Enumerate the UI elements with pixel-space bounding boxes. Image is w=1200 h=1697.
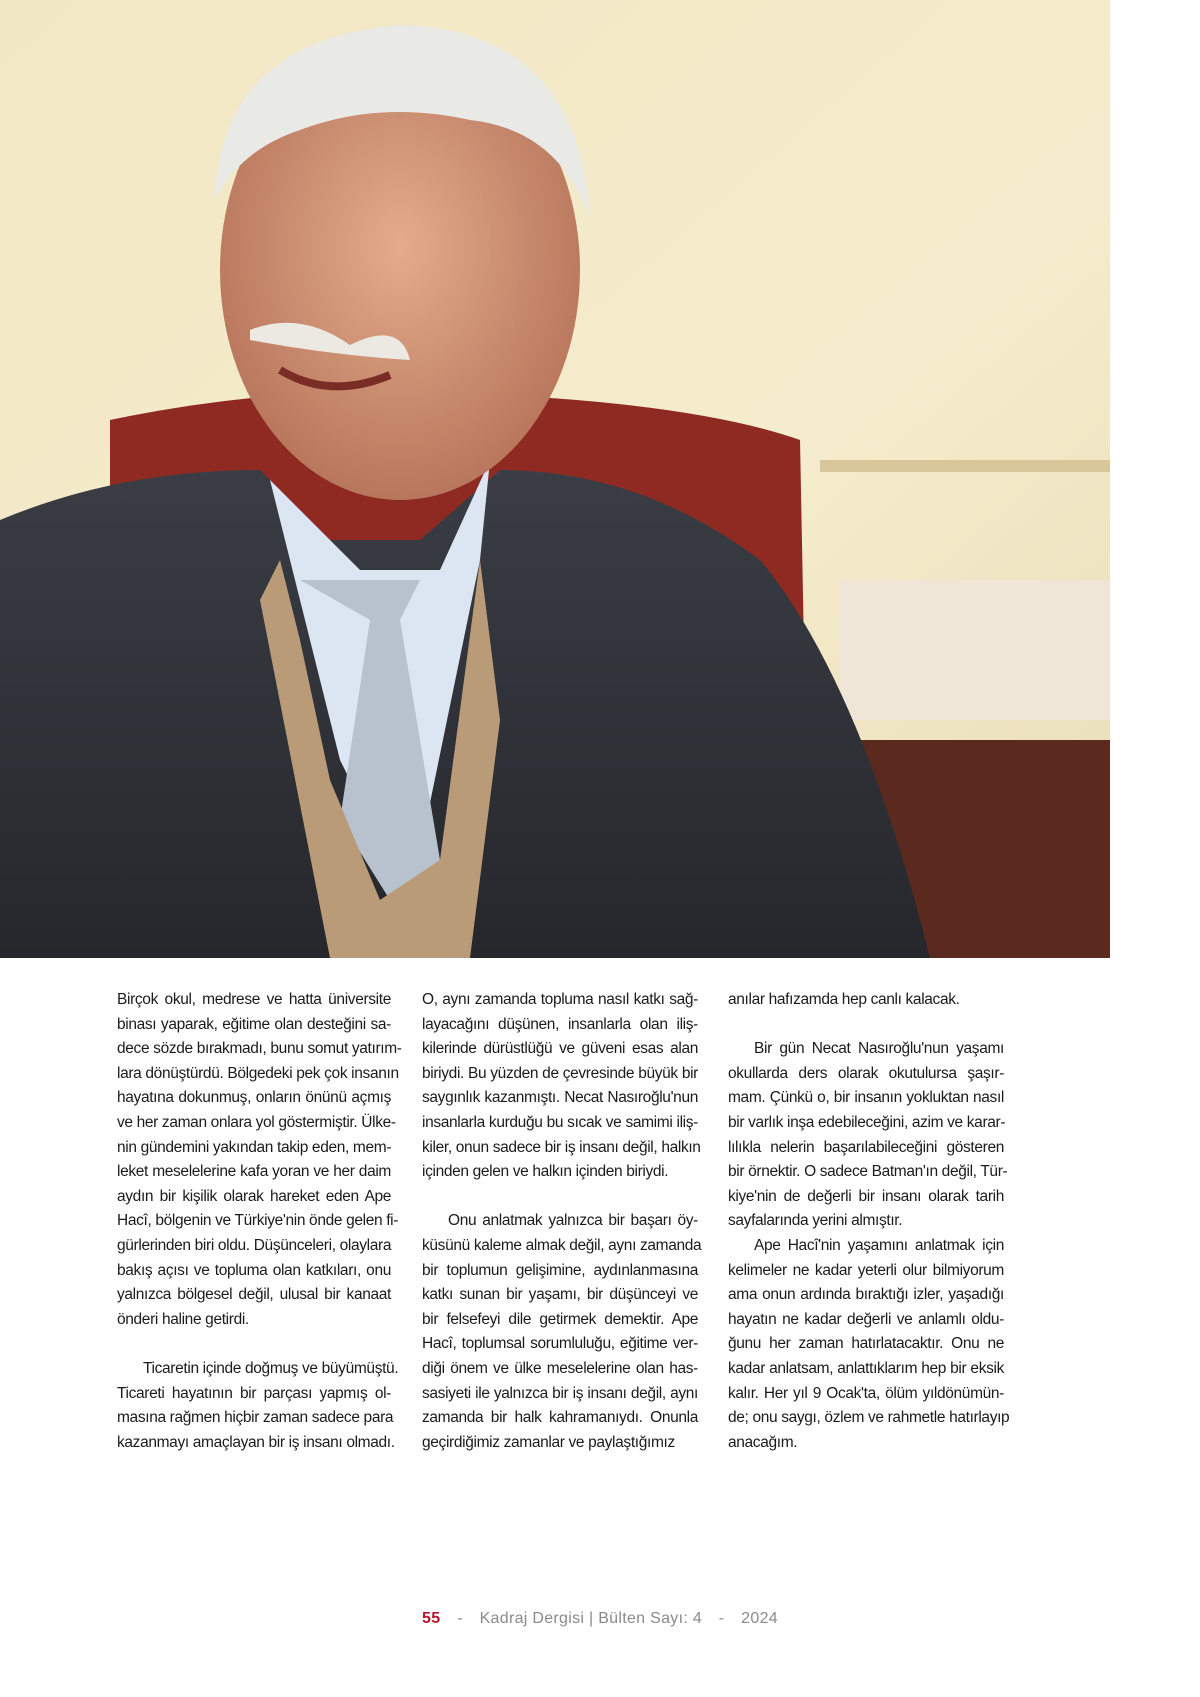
text-line: lılıkla nelerin başarılabileceğini gösteren xyxy=(728,1138,1004,1156)
text-line: ve her zaman onlara yol göstermiştir. Ülke- xyxy=(117,1113,396,1131)
text-line: nin gündemini yakından takip eden, mem- xyxy=(117,1138,392,1156)
text-line: masına rağmen hiçbir zaman sadece para xyxy=(117,1409,394,1427)
text-line: saygınlık kazanmıştı. Necat Nasıroğlu'nun xyxy=(422,1089,698,1107)
text-line: anacağım. xyxy=(728,1433,798,1451)
text-line: bir toplumun gelişimine, aydınlanmasına xyxy=(422,1261,698,1279)
footer-separator: - xyxy=(718,1610,725,1627)
text-line: lara dönüştürdü. Bölgedeki pek çok insanın xyxy=(117,1064,399,1082)
text-line: leket meselelerine kafa yoran ve her daim xyxy=(117,1163,391,1181)
text-line: anılar hafızamda hep canlı kalacak. xyxy=(728,991,960,1008)
text-line: layacağını düşünen, insanlarla olan iliş- xyxy=(422,1015,698,1033)
text-line: diği önem ve ülke meselelerine olan has- xyxy=(422,1359,698,1377)
text-line: kazanmayı amaçlayan bir iş insanı olmadı. xyxy=(117,1433,395,1451)
text-line: sasiyeti ile yalnızca bir iş insanı değil, aynı xyxy=(422,1384,698,1402)
text-line: Hacî, bölgenin ve Türkiye'nin önde gelen fi- xyxy=(117,1212,399,1230)
text-line: kiler, onun sadece bir iş insanı değil, halkın xyxy=(422,1138,701,1156)
text-line: insanlarla kurduğu bu sıcak ve samimi iliş- xyxy=(422,1113,698,1131)
text-line: gürlerinden biri oldu. Düşünceleri, olaylara xyxy=(117,1236,392,1254)
publication-name: Kadraj Dergisi | Bülten Sayı: 4 xyxy=(479,1610,703,1627)
text-line: Birçok okul, medrese ve hatta üniversite xyxy=(117,991,391,1008)
text-line: bakış açısı ve topluma olan katkıları, onu xyxy=(117,1261,391,1279)
article-paragraph xyxy=(728,1037,1008,1234)
page-number: 55 xyxy=(422,1610,441,1627)
text-line: de; onu saygı, özlem ve rahmetle hatırlayıp xyxy=(728,1409,1010,1427)
text-line: bir varlık inşa edebileceğini, azim ve karar- xyxy=(728,1113,1006,1131)
text-line: ama onun ardında bıraktığı izler, yaşadığı xyxy=(728,1286,1004,1304)
text-line: hayatın ne kadar değerli ve anlamlı oldu- xyxy=(728,1310,1004,1328)
text-line: binası yaparak, eğitime olan desteğini sa- xyxy=(117,1015,391,1033)
text-line: Ape Hacî'nin yaşamını anlatmak için xyxy=(754,1236,1004,1254)
text-line: sayfalarında yerini almıştır. xyxy=(728,1212,903,1230)
text-line: kadar anlatsam, anlattıklarım hep bir eksik xyxy=(728,1359,1004,1377)
article-column-1 xyxy=(117,988,402,1480)
text-line: bir felsefeyi dile getirmek demektir. Ape xyxy=(422,1310,698,1328)
article-paragraph xyxy=(117,1357,399,1455)
footer-separator: - xyxy=(457,1610,463,1627)
text-line: Ticareti hayatının bir parçası yapmış ol- xyxy=(117,1384,391,1402)
article-paragraph xyxy=(728,988,1004,1013)
text-line: küsünü kaleme almak değil, aynı zamanda xyxy=(422,1236,702,1254)
text-line: mam. Çünkü o, bir insanın yokluktan nasıl xyxy=(728,1089,1004,1107)
text-line: bir örnektir. O sadece Batman'ın değil, Tür- xyxy=(728,1163,1008,1181)
article-paragraph xyxy=(728,1234,1010,1455)
text-line: kelimeler ne kadar yeterli olur bilmiyorum xyxy=(728,1261,1004,1279)
text-line: Ticaretin içinde doğmuş ve büyümüştü. xyxy=(143,1359,399,1377)
article-column-2 xyxy=(422,988,702,1480)
text-line: O, aynı zamanda topluma nasıl katkı sağ- xyxy=(422,991,698,1008)
text-line: kiye'nin de değerli bir insanı olarak tarih xyxy=(728,1187,1004,1205)
text-line: katkı sunan bir yaşamı, bir düşünceyi ve xyxy=(422,1286,698,1304)
article-paragraph xyxy=(117,988,402,1332)
text-line: içinden gelen ve halkın içinden biriydi. xyxy=(422,1163,669,1181)
article-column-3 xyxy=(728,988,1010,1480)
text-line: aydın bir kişilik olarak hareket eden Ape xyxy=(117,1187,391,1205)
text-line: kilerinde dürüstlüğü ve güveni esas alan xyxy=(422,1040,698,1058)
text-line: yalnızca bölgesel değil, ulusal bir kanaat xyxy=(117,1286,391,1304)
text-line: Bir gün Necat Nasıroğlu'nun yaşamı xyxy=(754,1040,1004,1058)
text-line: önderi haline getirdi. xyxy=(117,1310,249,1328)
text-line: okullarda ders olarak okutulursa şaşır- xyxy=(728,1064,1004,1082)
text-line: ğunu her zaman hatırlatacaktır. Onu ne xyxy=(728,1335,1004,1353)
article-paragraph xyxy=(422,1209,702,1455)
text-line: Onu anlatmak yalnızca bir başarı öy- xyxy=(448,1212,698,1230)
text-line: dece sözde bırakmadı, bunu somut yatırım- xyxy=(117,1040,402,1058)
article-paragraph xyxy=(422,988,701,1185)
page-footer xyxy=(0,1610,1200,1628)
text-line: kalır. Her yıl 9 Ocak'ta, ölüm yıldönümün- xyxy=(728,1384,1004,1402)
text-line: geçirdiğimiz zamanlar ve paylaştığımız xyxy=(422,1433,675,1451)
publication-year: 2024 xyxy=(741,1610,778,1627)
text-line: hayatına dokunmuş, onların önünü açmış xyxy=(117,1089,391,1107)
text-line: biriydi. Bu yüzden de çevresinde büyük bir xyxy=(422,1064,698,1082)
text-line: zamanda bir halk kahramanıydı. Onunla xyxy=(422,1409,698,1427)
text-line: Hacî, toplumsal sorumluluğu, eğitime ver- xyxy=(422,1335,698,1353)
